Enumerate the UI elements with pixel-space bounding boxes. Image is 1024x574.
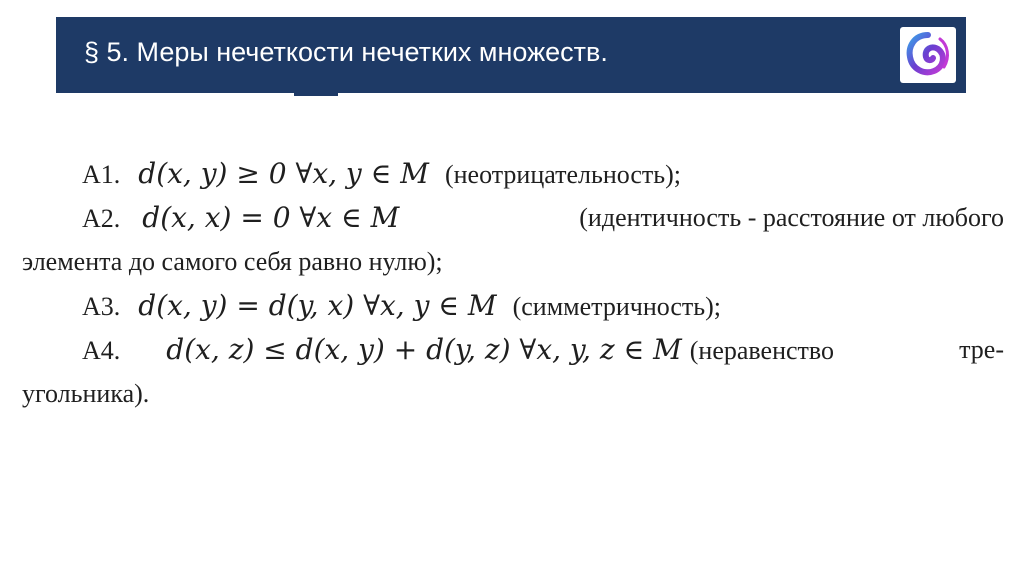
axiom-a3 (22, 284, 1004, 328)
axiom-comment: (симметричность); (512, 292, 722, 321)
swirl-logo-icon (900, 27, 956, 83)
axiom-label: А2. (82, 204, 121, 233)
axiom-comment-end: тре- (959, 335, 1004, 364)
axiom-formula: d(x, x) = 0 ∀x ∈ M (142, 201, 400, 234)
axiom-a2-continuation (22, 240, 1004, 284)
axiom-comment: (неотрицательность); (444, 160, 682, 189)
axiom-label: А3. (82, 292, 121, 321)
axiom-a1 (22, 152, 1004, 196)
title-bar (56, 17, 966, 93)
axiom-continuation: элемента до самого себя равно нулю); (22, 247, 443, 276)
axioms-block (22, 152, 1004, 416)
title-underline-accent (294, 93, 338, 96)
axiom-formula: d(x, y) = d(y, x) ∀x, y ∈ M (138, 289, 497, 322)
axiom-label: А4. (82, 336, 121, 365)
axiom-formula: d(x, y) ≥ 0 ∀x, y ∈ M (138, 157, 429, 190)
axiom-formula: d(x, z) ≤ d(x, y) + d(y, z) ∀x, y, z ∈ M (166, 333, 682, 366)
axiom-a4-continuation (22, 372, 1004, 416)
slide-title: § 5. Меры нечеткости нечетких множеств. (84, 37, 608, 67)
axiom-a4 (22, 328, 1004, 372)
axiom-label: А1. (82, 160, 121, 189)
logo (900, 27, 956, 83)
axiom-a2 (22, 196, 1004, 240)
axiom-continuation: угольника). (22, 379, 150, 408)
axiom-comment: (идентичность - расстояние от любого (579, 203, 1004, 232)
axiom-comment: (неравенство (689, 336, 834, 365)
